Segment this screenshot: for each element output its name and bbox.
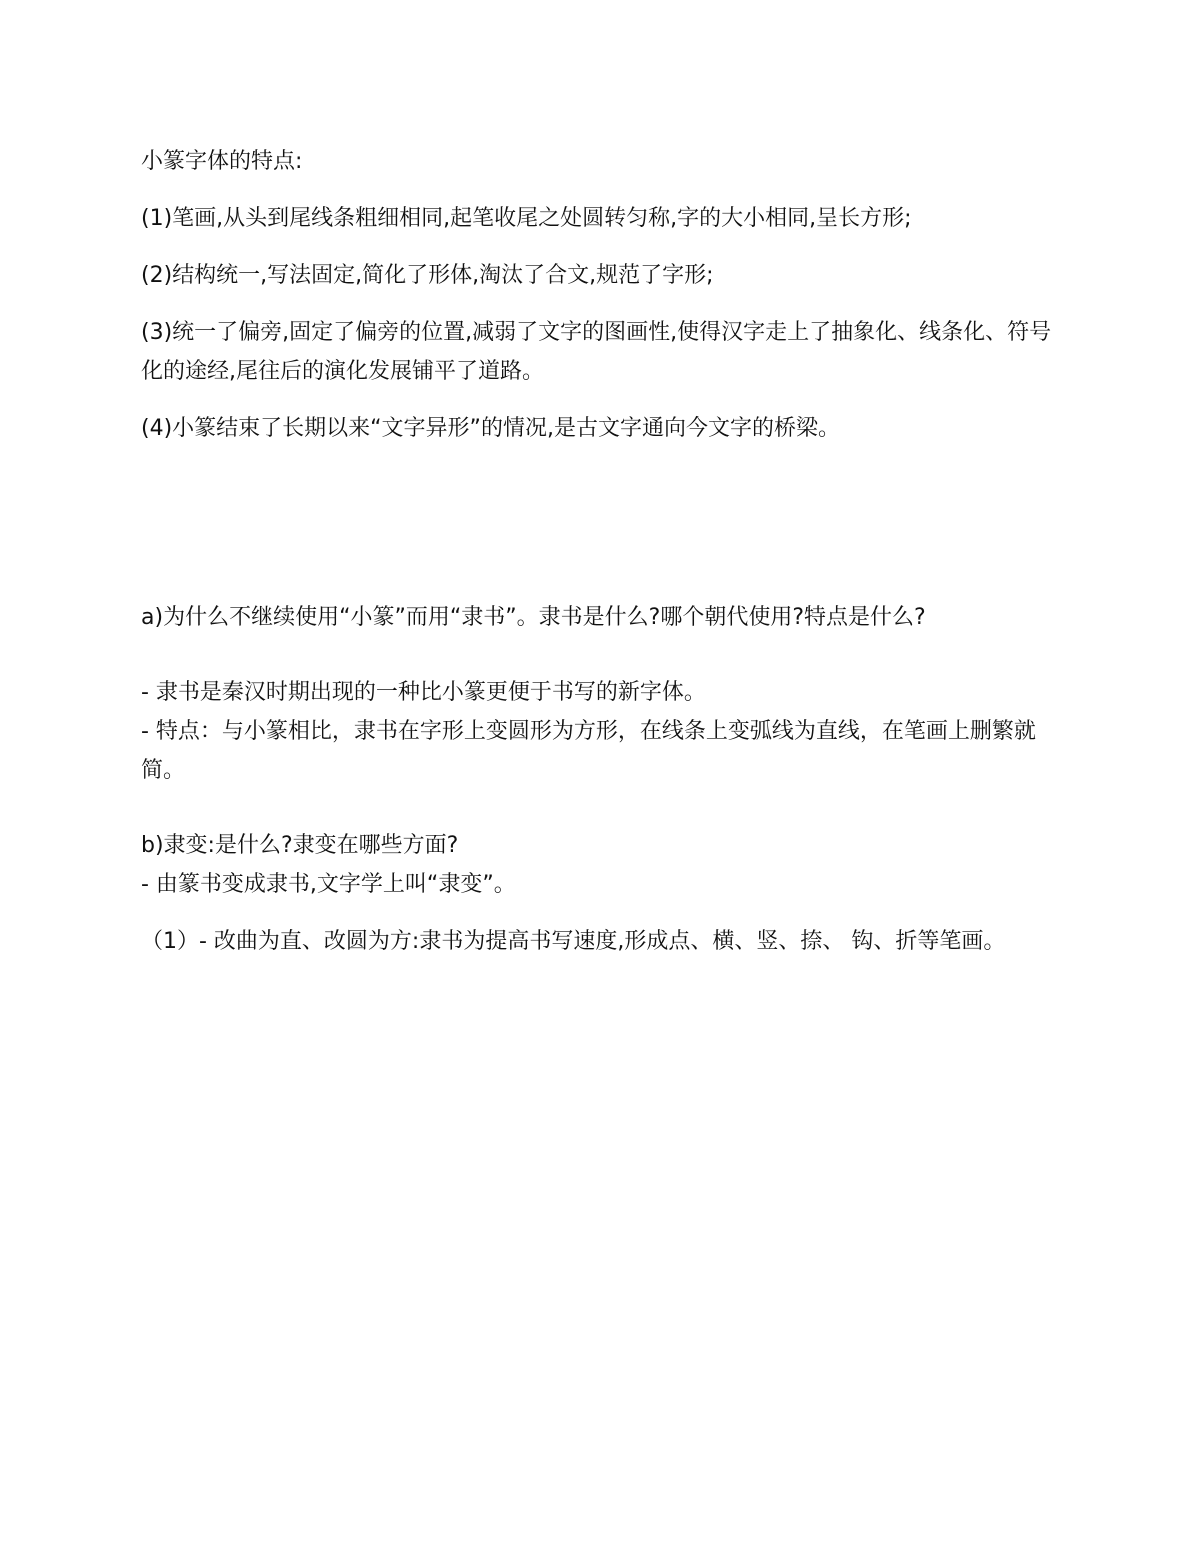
- section-heading: 小篆字体的特点:: [141, 149, 303, 174]
- answer-a-2: - 特点：与小篆相比，隶书在字形上变圆形为方形，在线条上变弧线为直线，在笔画上删繁就简。: [141, 719, 1036, 783]
- feature-item-2: (2)结构统一,写法固定,简化了形体,淘汰了合文,规范了字形;: [141, 263, 714, 288]
- answer-b-2: （1）- 改曲为直、改圆为方:隶书为提高书写速度,形成点、横、竖、捺、 钩、折等笔画。: [141, 929, 1006, 954]
- question-a: a)为什么不继续使用“小篆”而用“隶书”。隶书是什么?哪个朝代使用?特点是什么?: [141, 605, 926, 630]
- feature-item-1: (1)笔画,从头到尾线条粗细相同,起笔收尾之处圆转匀称,字的大小相同,呈长方形;: [141, 206, 912, 231]
- feature-item-3: (3)统一了偏旁,固定了偏旁的位置,减弱了文字的图画性,使得汉字走上了抽象化、线条化、符号化的途经,尾往后的演化发展铺平了道路。: [141, 320, 1052, 384]
- feature-item-4: (4)小篆结束了长期以来“文字异形”的情况,是古文字通向今文字的桥梁。: [141, 416, 840, 441]
- question-b: b)隶变:是什么?隶变在哪些方面?: [141, 833, 459, 858]
- document-body: [141, 142, 1056, 961]
- answer-a-1: - 隶书是秦汉时期出现的一种比小篆更便于书写的新字体。: [141, 680, 706, 705]
- answer-b-1: - 由篆书变成隶书,文字学上叫“隶变”。: [141, 872, 516, 897]
